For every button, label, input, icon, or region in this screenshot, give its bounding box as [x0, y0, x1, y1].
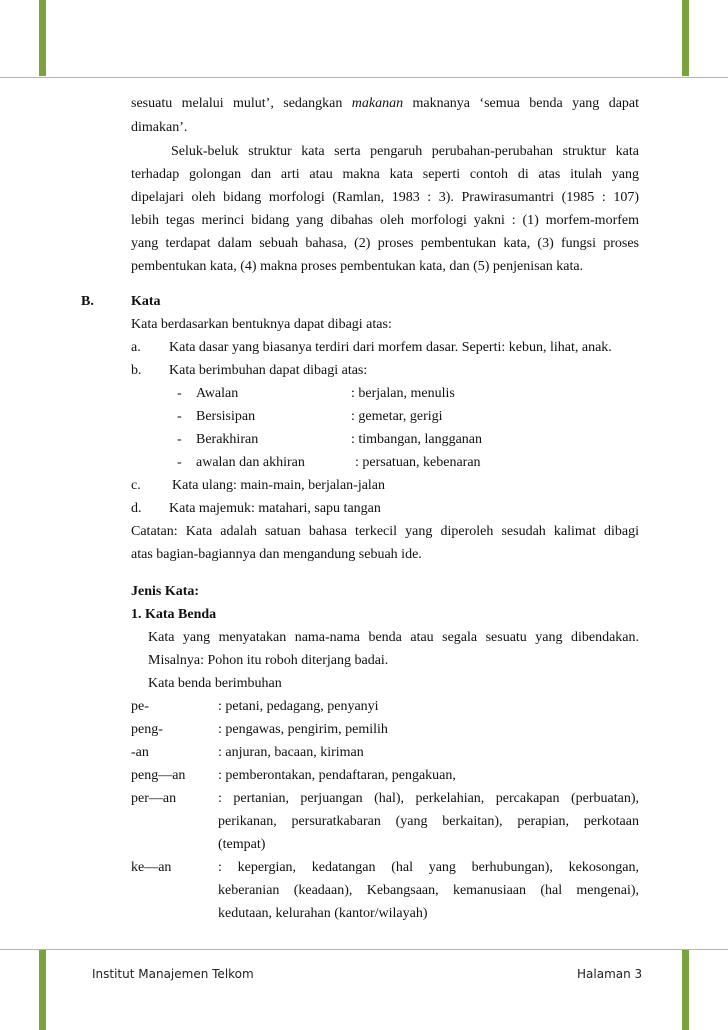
sub-value-1: : berjalan, menulis	[351, 386, 455, 401]
intro-line-8: pembentukan kata, (4) makna proses pembentukan kata, dan (5) penjenisan kata.	[131, 259, 584, 274]
affix-peng: peng-	[131, 722, 163, 737]
affix-an: -an	[131, 745, 149, 760]
intro-line-1-post: maknanya ‘semua benda yang dapat	[412, 96, 640, 111]
item-c-text: Kata ulang: main-main, berjalan-jalan	[172, 478, 386, 493]
affix-per-an-line-2: perikanan, persuratkabaran (yang berkaitan), perapian, perkotaan	[218, 814, 639, 829]
footer-page-number: Halaman 3	[577, 967, 643, 981]
item-b-text: Kata berimbuhan dapat dibagi atas:	[169, 363, 368, 378]
intro-line-2: dimakan’.	[131, 120, 188, 135]
section-b-marker: B.	[81, 294, 94, 309]
sub-value-2: : gemetar, gerigi	[351, 409, 443, 424]
footer-left-bar	[39, 950, 46, 1030]
item-d-marker: d.	[131, 501, 142, 516]
intro-line-1-pre: sesuatu melalui mulut’, sedangkan	[131, 96, 343, 111]
note-line-2: atas bagian-bagiannya dan mengandung sebuah ide.	[131, 547, 422, 562]
affix-an-examples: : anjuran, bacaan, kiriman	[218, 745, 364, 760]
affix-pe: pe-	[131, 699, 149, 714]
sub-dash-2: -	[177, 409, 182, 424]
item-b-marker: b.	[131, 363, 142, 378]
section-b-title: Kata	[131, 294, 161, 309]
def-line-3: Kata benda berimbuhan	[148, 676, 282, 691]
sub-name-2: Bersisipan	[196, 409, 256, 424]
sub-name-4: awalan dan akhiran	[196, 455, 305, 470]
intro-line-6: lebih tegas merinci bidang yang dibahas oleh morfologi yakni : (1) morfem-morfem	[131, 213, 639, 228]
item-a-text: Kata dasar yang biasanya terdiri dari morfem dasar. Seperti: kebun, lihat, anak.	[169, 340, 612, 355]
sub-value-4: : persatuan, kebenaran	[355, 455, 481, 470]
note-line-1: Catatan: Kata adalah satuan bahasa terkecil yang diperoleh sesudah kalimat dibagi	[131, 524, 639, 539]
sub-value-3: : timbangan, langganan	[351, 432, 483, 447]
section-b-lead: Kata berdasarkan bentuknya dapat dibagi atas:	[131, 317, 392, 332]
header-right-bar	[682, 0, 689, 76]
affix-peng-an-examples: : pemberontakan, pendaftaran, pengakuan,	[218, 768, 456, 783]
sub-name-3: Berakhiran	[196, 432, 259, 447]
kata-benda-title: 1. Kata Benda	[131, 607, 217, 622]
affix-ke-an: ke—an	[131, 860, 172, 875]
sub-name-1: Awalan	[196, 386, 239, 401]
affix-peng-examples: : pengawas, pengirim, pemilih	[218, 722, 388, 737]
affix-ke-an-line-3: kedutaan, kelurahan (kantor/wilayah)	[218, 906, 428, 921]
intro-line-5: dipelajari oleh bidang morfologi (Ramlan, 1983 : 3). Prawirasumantri (1985 : 107)	[131, 190, 639, 205]
intro-line-4: terhadap golongan dan arti atau makna kata seperti contoh di atas itulah yang	[131, 167, 639, 182]
intro-line-7: yang terdapat dalam sebuah bahasa, (2) proses pembentukan kata, (3) fungsi proses	[131, 236, 639, 251]
footer-right-bar	[682, 950, 689, 1030]
affix-per-an: per—an	[131, 791, 177, 806]
item-d-text: Kata majemuk: matahari, sapu tangan	[169, 501, 381, 516]
intro-line-1	[131, 95, 639, 113]
header-left-bar	[39, 0, 46, 76]
intro-line-1-italic: makanan	[351, 96, 404, 111]
affix-ke-an-line-2: keberanian (keadaan), Kebangsaan, kemanusiaan (hal mengenai),	[218, 883, 639, 898]
intro-line-3: Seluk-beluk struktur kata serta pengaruh perubahan-perubahan struktur kata	[171, 144, 639, 159]
affix-ke-an-line-1: : kepergian, kedatangan (hal yang berhubungan), kekosongan,	[218, 860, 639, 875]
affix-per-an-line-3: (tempat)	[218, 837, 266, 852]
affix-per-an-line-1: : pertanian, perjuangan (hal), perkelahian, percakapan (perbuatan),	[218, 791, 639, 806]
def-line-1: Kata yang menyatakan nama-nama benda atau segala sesuatu yang dibendakan.	[148, 630, 639, 645]
item-a-marker: a.	[131, 340, 141, 355]
def-line-2: Misalnya: Pohon itu roboh diterjang badai.	[148, 653, 389, 668]
sub-dash-1: -	[177, 386, 182, 401]
jenis-heading: Jenis Kata:	[131, 584, 200, 599]
item-c-marker: c.	[131, 478, 141, 493]
affix-pe-examples: : petani, pedagang, penyanyi	[218, 699, 379, 714]
footer-institution: Institut Manajemen Telkom	[92, 967, 254, 981]
sub-dash-3: -	[177, 432, 182, 447]
header-rule	[0, 77, 728, 78]
sub-dash-4: -	[177, 455, 182, 470]
footer-rule	[0, 949, 728, 950]
affix-peng-an: peng—an	[131, 768, 186, 783]
